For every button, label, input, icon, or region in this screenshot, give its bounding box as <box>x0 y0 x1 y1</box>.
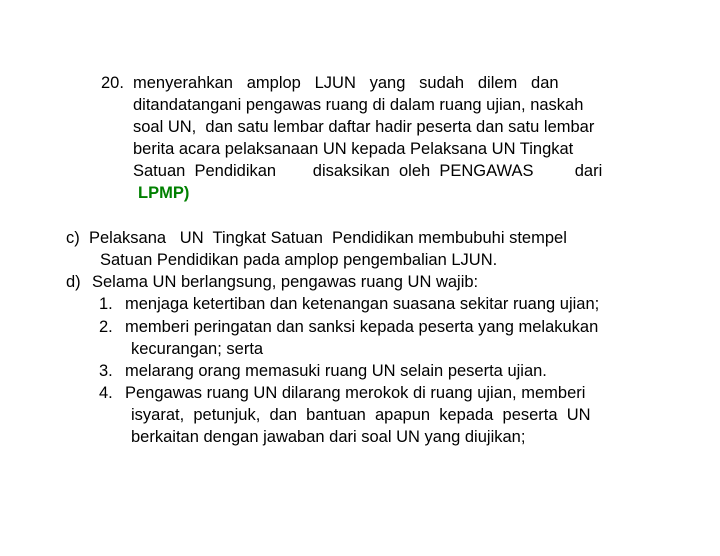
item-20-line-1: menyerahkan amplop LJUN yang sudah dilem dan <box>133 74 559 92</box>
list-item-3-text: melarang orang memasuki ruang UN selain peserta ujian. <box>125 362 547 380</box>
item-20-highlight: LPMP) <box>138 184 190 202</box>
item-20-line-4: berita acara pelaksanaan UN kepada Pelaksana UN Tingkat <box>133 140 574 158</box>
section-d-marker: d) <box>66 273 81 291</box>
list-item-2-number: 2. <box>99 318 113 336</box>
section-c-marker: c) <box>66 229 80 247</box>
list-item-4-text-cont-1: isyarat, petunjuk, dan bantuan apapun kepada peserta UN <box>131 406 591 424</box>
list-item-1-number: 1. <box>99 295 113 313</box>
list-item-2-text-cont: kecurangan; serta <box>131 340 264 358</box>
list-item-3-number: 3. <box>99 362 113 380</box>
list-item-4-text: Pengawas ruang UN dilarang merokok di ruang ujian, memberi <box>125 384 586 402</box>
item-20-line-5: Satuan Pendidikan disaksikan oleh PENGAWAS dari <box>133 162 603 180</box>
list-item-2-text: memberi peringatan dan sanksi kepada peserta yang melakukan <box>125 318 599 336</box>
item-20-number: 20. <box>101 74 124 92</box>
list-item-1-text: menjaga ketertiban dan ketenangan suasana sekitar ruang ujian; <box>125 295 600 313</box>
section-c-line-1: Pelaksana UN Tingkat Satuan Pendidikan membubuhi stempel <box>89 229 567 247</box>
item-20-line-2: ditandatangani pengawas ruang di dalam ruang ujian, naskah <box>133 96 584 114</box>
section-c-line-2: Satuan Pendidikan pada amplop pengembalian LJUN. <box>100 251 498 269</box>
list-item-4-text-cont-2: berkaitan dengan jawaban dari soal UN yang diujikan; <box>131 428 526 446</box>
section-d-intro: Selama UN berlangsung, pengawas ruang UN wajib: <box>92 273 479 291</box>
list-item-4-number: 4. <box>99 384 113 402</box>
item-20-line-3: soal UN, dan satu lembar daftar hadir peserta dan satu lembar <box>133 118 595 136</box>
